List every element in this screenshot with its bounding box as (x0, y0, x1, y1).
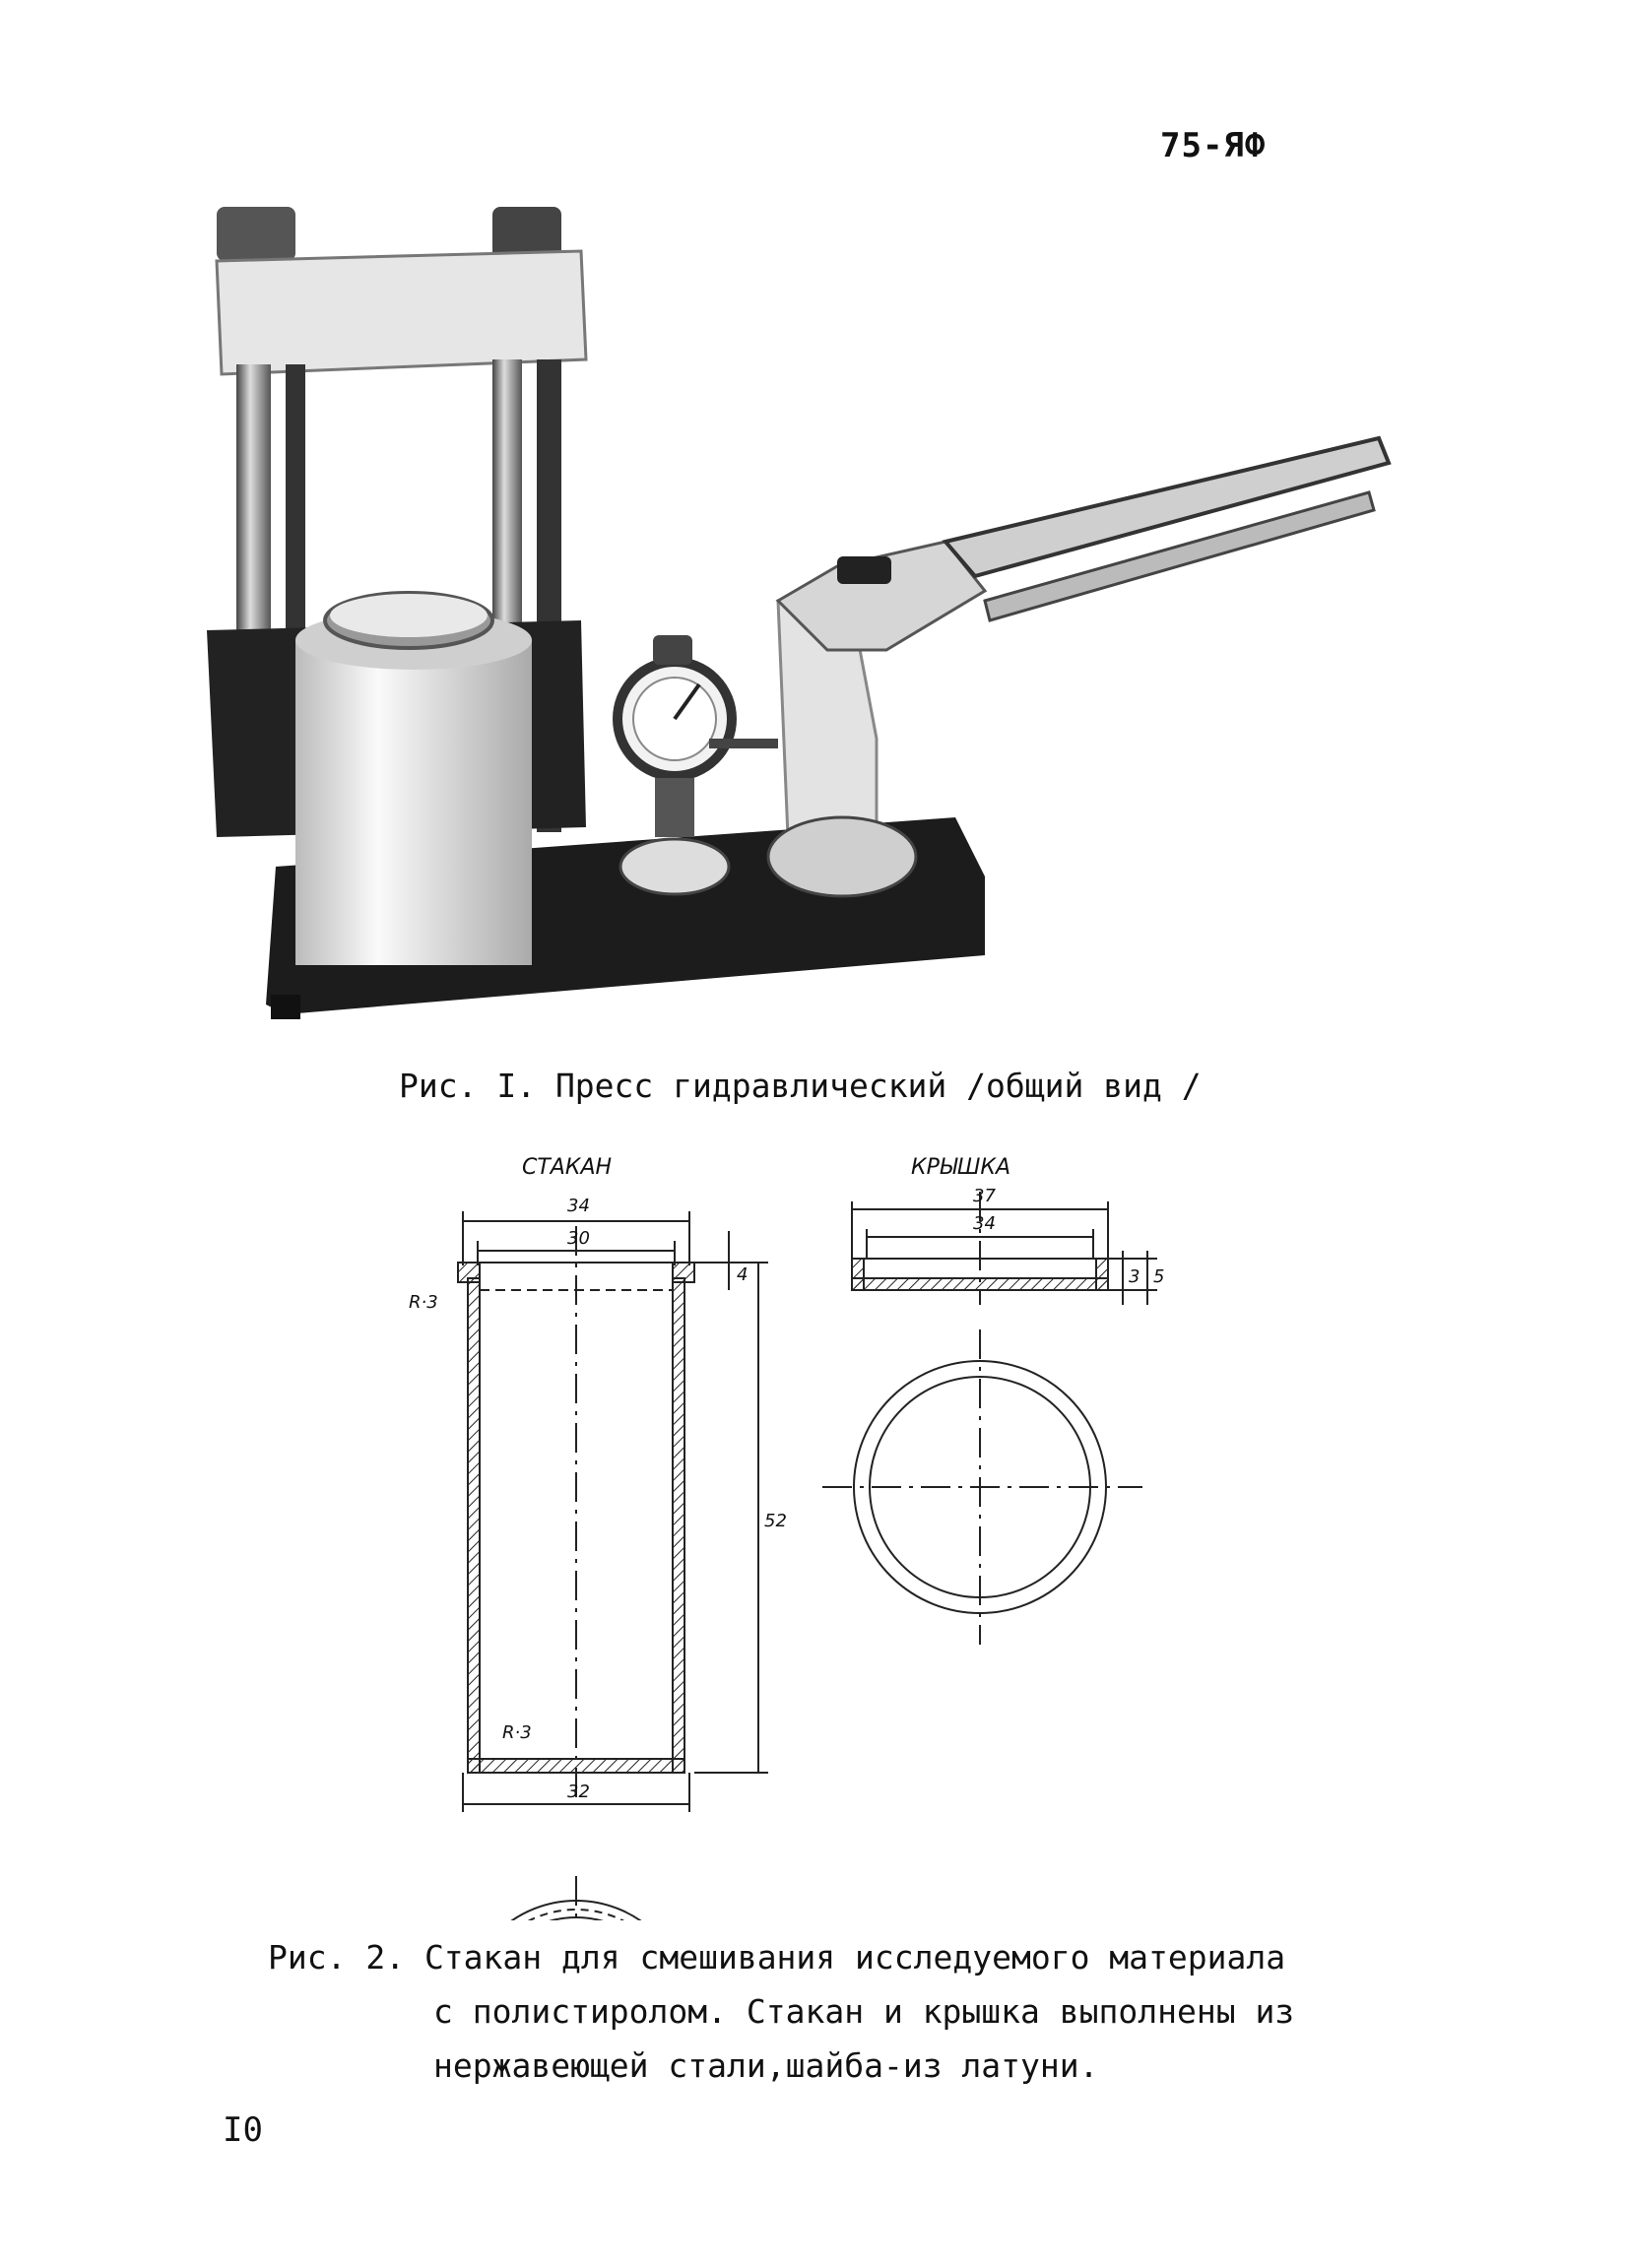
dim-cup-radius-bottom: R·3 (502, 1722, 532, 1743)
figure-2-caption (268, 1930, 1400, 2093)
dim-lid-h1: 3 (1129, 1266, 1140, 1287)
dim-cup-radius-top: R·3 (409, 1292, 438, 1313)
dim-cup-bottom: 32 (567, 1782, 590, 1802)
figure-2-caption-line-1: Рис. 2. Стакан для смешивания исследуемого материала (268, 1938, 1286, 1976)
page-code: 75-ЯФ (1160, 126, 1267, 165)
cup-label: СТАКАН (522, 1155, 613, 1180)
figure-2-caption-line-2: с полистиролом. Стакан и крышка выполнены из (433, 1992, 1295, 2031)
lid-label: КРЫШКА (911, 1155, 1011, 1180)
figure-1-caption: Рис. I. Пресс гидравлический /общий вид / (399, 1067, 1202, 1105)
page-number: I0 (223, 2110, 263, 2150)
dim-lid-inner: 34 (973, 1213, 996, 1234)
dim-lid-h2: 5 (1153, 1266, 1165, 1287)
hydraulic-press-photo (197, 187, 1467, 1054)
dim-cup-inner: 30 (567, 1228, 590, 1249)
figure-2-caption-line-3: нержавеющей стали,шайба-из латуни. (433, 2046, 1099, 2085)
dim-lid-outer: 37 (973, 1186, 996, 1206)
cup-technical-drawing (374, 1133, 1241, 1920)
dim-cup-top: 4 (737, 1264, 749, 1285)
dim-cup-height: 52 (764, 1511, 787, 1531)
dim-cup-outer: 34 (567, 1196, 590, 1216)
